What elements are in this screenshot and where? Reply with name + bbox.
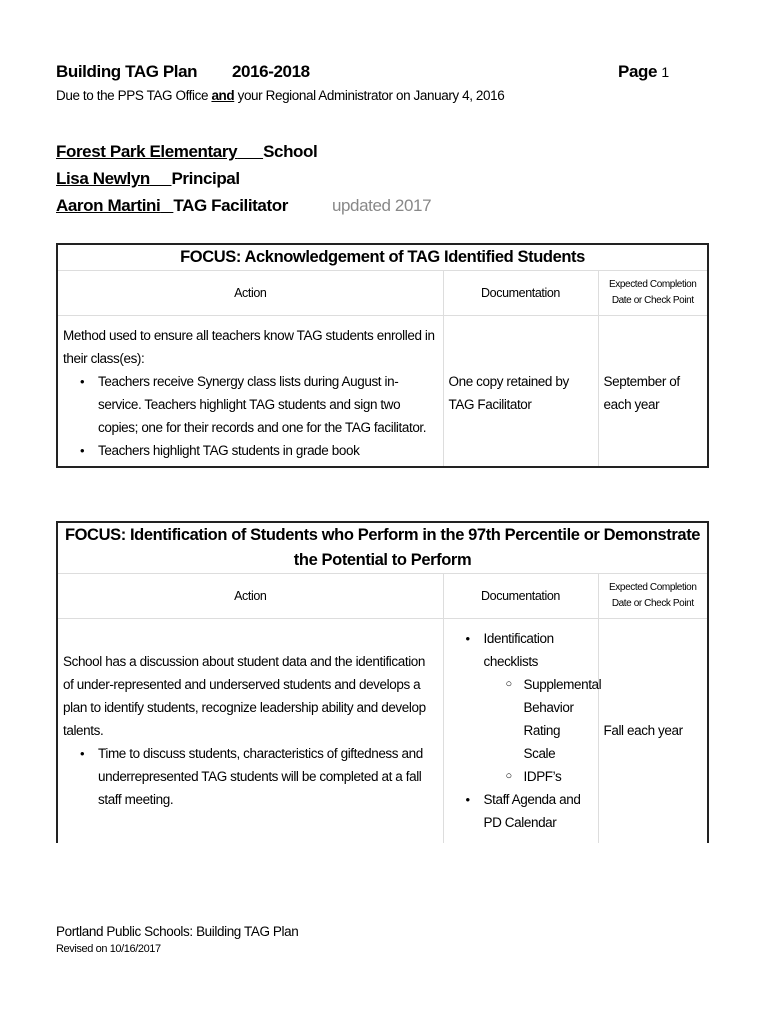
focus2-action-bullet: • Time to discuss students, characteristics of giftedness and underrepresented TAG students will be completed at a fall staff meeting. (98, 742, 438, 811)
focus2-doc-subitem: ○ IDPF’s (524, 765, 593, 788)
focus1-action-bullet: • Teachers receive Synergy class lists during August in-service. Teachers highlight TAG students and sign two copies; one for their records and one for the TAG facilitator. (98, 370, 438, 439)
focus2-action-intro: School has a discussion about student data and the identification of under-represented and underserved students and develops a plan to identify students, recognize leadership ability and develop talents. (63, 654, 426, 738)
school-line (56, 138, 431, 165)
document-header (56, 62, 736, 103)
plan-title: Building TAG Plan (56, 62, 198, 81)
due-suffix: your Regional Administrator on January 4, 2016 (234, 88, 505, 103)
school-info (56, 138, 431, 219)
focus1-expected-cell: September of each year (603, 374, 680, 412)
focus2-doc-bullet: • Staff Agenda and PD Calendar (484, 788, 593, 834)
facilitator-name: Aaron Martini (56, 196, 161, 215)
principal-label: Principal (171, 169, 240, 188)
page-footer (56, 924, 298, 955)
page-label: Page (618, 62, 658, 81)
school-name: Forest Park Elementary (56, 142, 238, 161)
focus1-action-cell (57, 316, 443, 468)
updated-note: updated 2017 (331, 196, 432, 215)
footer-revised: Revised on 10/16/2017 (56, 943, 161, 955)
focus2-doc-list (449, 627, 602, 834)
footer-title: Portland Public Schools: Building TAG Plan (56, 924, 299, 939)
focus2-doc-bullet (483, 627, 602, 788)
school-label: School (263, 142, 318, 161)
focus1-col-expected: Expected Completion Date or Check Point (598, 271, 708, 316)
principal-name: Lisa Newlyn (56, 169, 150, 188)
focus2-action-list (63, 742, 438, 811)
plan-years: 2016-2018 (232, 62, 310, 81)
focus2-table (56, 521, 709, 843)
focus2-documentation-cell (443, 619, 602, 843)
focus1-table (56, 243, 709, 468)
principal-line (56, 165, 431, 192)
focus1-action-bullet: • Teachers highlight TAG students in grade book (98, 439, 438, 462)
facilitator-label: TAG Facilitator (173, 196, 288, 215)
focus1-col-action: Action (57, 271, 443, 316)
facilitator-line (56, 192, 431, 219)
focus2-expected-cell: Fall each year (603, 723, 683, 738)
focus2-heading: FOCUS: Identification of Students who Perform in the 97th Percentile or Demonstrate the Potential to Perform (57, 522, 708, 574)
focus1-documentation-cell: One copy retained by TAG Facilitator (443, 316, 598, 468)
title-line (56, 62, 736, 88)
focus2-col-documentation: Documentation (443, 574, 598, 619)
focus2-doc-bullet-text: Identification checklists (483, 631, 554, 669)
focus1-action-intro: Method used to ensure all teachers know TAG students enrolled in their class(es): (63, 328, 435, 366)
focus1-col-documentation: Documentation (443, 271, 598, 316)
focus2-doc-subitem: ○ Supplemental Behavior Rating Scale (524, 673, 593, 765)
page-indicator (618, 62, 669, 82)
due-prefix: Due to the PPS TAG Office (56, 88, 212, 103)
due-and: and (211, 88, 235, 103)
focus1-action-list (63, 370, 438, 462)
focus2-col-expected: Expected Completion Date or Check Point (598, 574, 708, 619)
page-number: 1 (661, 64, 669, 80)
due-note (56, 88, 736, 103)
focus2-doc-sublist (484, 673, 602, 788)
focus2-col-action: Action (57, 574, 443, 619)
focus1-heading: FOCUS: Acknowledgement of TAG Identified Students (57, 244, 708, 271)
focus2-action-cell (57, 619, 443, 843)
